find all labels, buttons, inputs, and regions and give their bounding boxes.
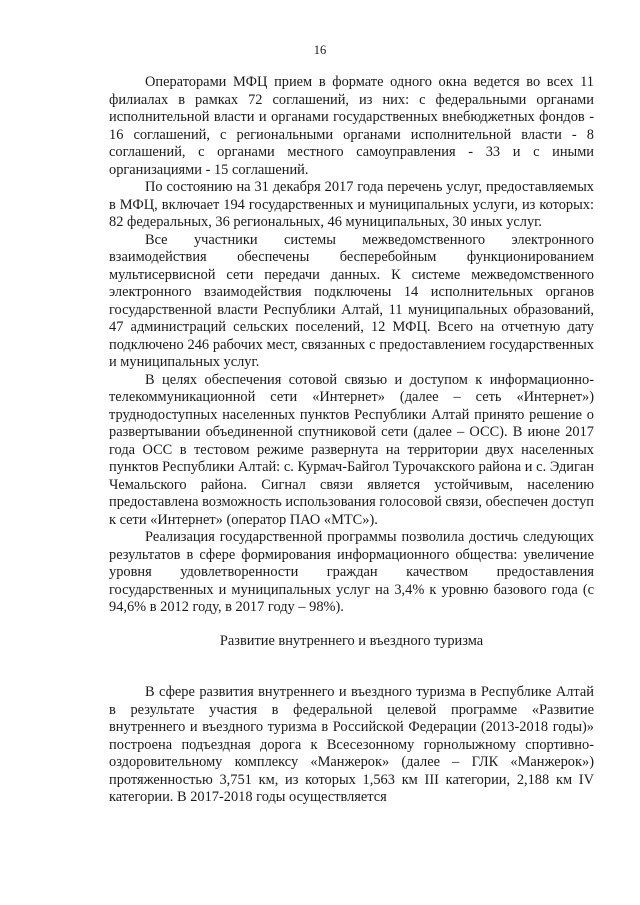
paragraph-satellite-network: В целях обеспечения сотовой связью и доступом к информационно-телекоммуникационной сети «Интернет» (далее – сеть «Интернет») труднодоступных населенных пунктов Республики Алтай принято решение о развертывании объединенной спутниковой сети (далее – ОСС). В июне 2017 года ОСС в тестовом режиме развернута на территории двух населенных пунктов Республики Алтай: с. Курмач-Байгол Турочакского района и с. Эдиган Чемальского района. Сигнал связи является устойчивым, населению предоставлена возможность использования голосовой связи, обеспечен доступ к сети «Интернет» (оператор ПАО «МТС»). bbox=[109, 371, 594, 528]
section-heading: Развитие внутреннего и въездного туризма bbox=[219, 632, 484, 649]
document-body bbox=[109, 74, 594, 807]
paragraph-services-list: По состоянию на 31 декабря 2017 года перечень услуг, предоставляемых в МФЦ, включает 194 государственных и муниципальных услуги, из которых: 82 федеральных, 36 региональных, 46 муниципальных, 30 иных услуг. bbox=[109, 179, 594, 230]
paragraph-interagency-network: Все участники системы межведомственного электронного взаимодействия обеспечены бесперебойным функционированием мультисервисной сети передачи данных. К системе межведомственного электронного взаимодействия подключены 14 исполнительных органов государственной власти Республики Алтай, 11 муниципальных образований, 47 администраций сельских поселений, 12 МФЦ. Всего на отчетную дату подключено 246 рабочих мест, связанных с предоставлением государственных и муниципальных услуг. bbox=[109, 231, 594, 370]
paragraph-tourism: В сфере развития внутреннего и въездного туризма в Республике Алтай в результате участия в федеральной целевой программе «Развитие внутреннего и въездного туризма в Российской Федерации (2013-2018 годы)» построена подъездная дорога к Всесезонному горнолыжному спортивно-оздоровительному комплексу «Манжерок» (далее – ГЛК «Манжерок») протяженностью 3,751 км, из которых 1,563 км III категории, 2,188 км IV категории. В 2017-2018 годы осуществляется bbox=[109, 684, 594, 805]
paragraph-program-results: Реализация государственной программы позволила достичь следующих результатов в сфере формирования информационного общества: увеличение уровня удовлетворенности граждан качеством предоставления государственных и муниципальных услуг на 3,4% к уровню базового года (с 94,6% в 2012 году, в 2017 году – 98%). bbox=[109, 529, 594, 615]
paragraph-mfc-agreements: Операторами МФЦ прием в формате одного окна ведется во всех 11 филиалах в рамках 72 соглашений, из них: с федеральными органами исполнительной власти и органами государственных внебюджетных фондов - 16 соглашений, с региональными органами исполнительной власти - 8 соглашений, с органами местного самоуправления - 33 и с иными организациями - 15 соглашений. bbox=[109, 74, 594, 178]
section-spacer bbox=[109, 650, 594, 684]
page-number: 16 bbox=[313, 43, 327, 57]
